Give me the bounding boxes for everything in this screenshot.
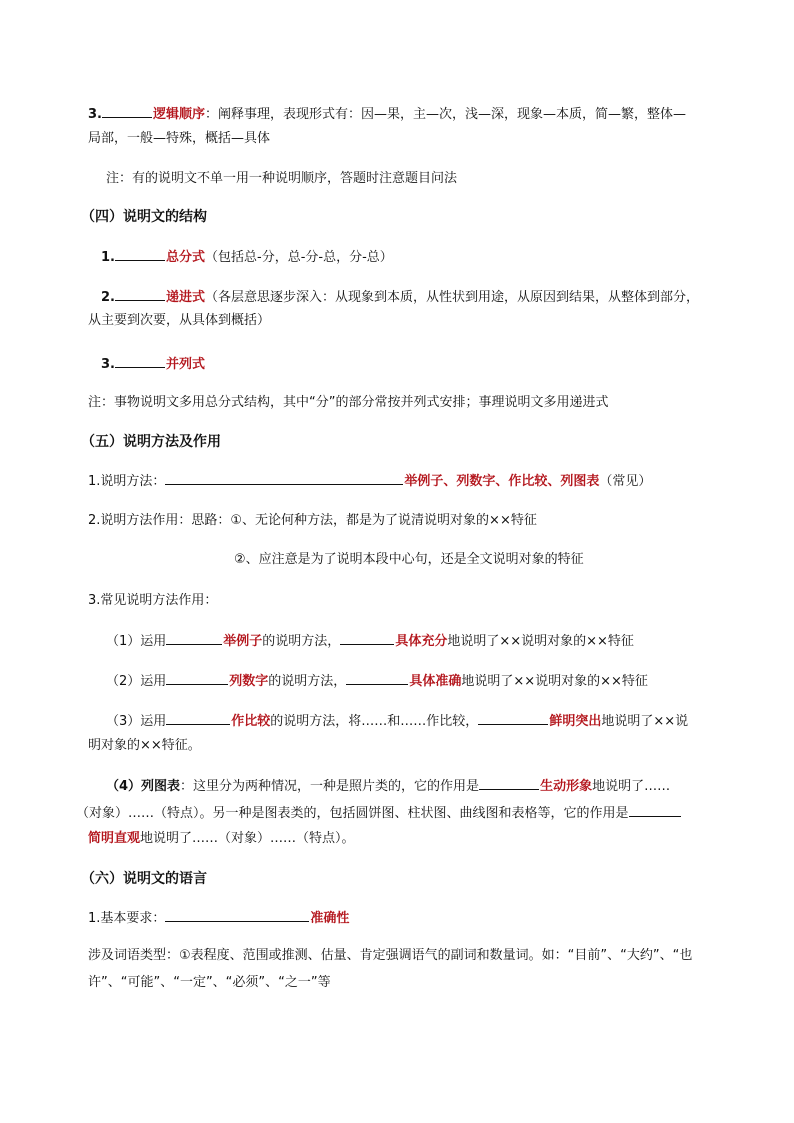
answer-blank: [115, 353, 165, 368]
word-types-line-2: 许”、“可能”、“一定”、“必须”、“之一”等: [88, 975, 331, 990]
usage-3: （3）运用 作比较的说明方法，将……和……作比较， 鲜明突出地说明了××说: [106, 710, 688, 732]
usage-4-line-2: （对象）……（特点）。另一种是图表类的，包括圆饼图、柱状图、曲线图和表格等，它的作用是: [76, 802, 682, 824]
note-order: 注：有的说明文不单一用一种说明顺序，答题时注意题目问法: [106, 171, 458, 186]
answer-blank: [166, 710, 230, 725]
answer-text: 逻辑顺序: [152, 107, 205, 122]
answer-blank: [478, 710, 548, 725]
method-function-line: 2.说明方法作用：思路：①、无论何种方法，都是为了说清说明对象的××特征: [88, 513, 537, 528]
answer-blank: [165, 907, 309, 922]
logic-order-cont: 局部，一般—特殊，概括—具体: [88, 131, 271, 146]
answer-blank: [166, 630, 222, 645]
section-heading-5: （五）说明方法及作用: [81, 434, 221, 450]
usage-1: （1）运用 举例子的说明方法， 具体充分地说明了××说明对象的××特征: [106, 630, 634, 652]
answer-blank: [102, 103, 152, 118]
word-types-line: 涉及词语类型：①表程度、范围或推测、估量、肯定强调语气的副词和数量词。如：“目前”、“大约”、“也: [88, 948, 693, 963]
answer-blank: [346, 670, 408, 685]
basic-requirement-line: 1.基本要求： 准确性: [88, 907, 349, 929]
usage-4: （4）列图表：这里分为两种情况，一种是照片类的，它的作用是 生动形象地说明了……: [106, 775, 670, 797]
usage-4-line-3: 简明直观地说明了……（对象）……（特点）。: [88, 831, 355, 846]
structure-item-2: 2. 递进式（各层意思逐步深入：从现象到本质，从性状到用途，从原因到结果，从整体到部分，: [101, 286, 699, 308]
answer-blank: [115, 246, 165, 261]
section-heading-4: （四）说明文的结构: [81, 209, 207, 225]
structure-item-3: 3. 并列式: [101, 353, 205, 375]
answer-blank: [340, 630, 394, 645]
structure-item-2-cont: 从主要到次要，从具体到概括）: [88, 313, 271, 328]
method-list-line: 1.说明方法： 举例子、列数字、作比较、列图表（常见）: [88, 470, 651, 492]
common-method-label: 3.常见说明方法作用：: [88, 593, 218, 608]
answer-blank: [166, 670, 228, 685]
logic-order-line: 3. 逻辑顺序：阐释事理，表现形式有：因—果，主—次，浅—深，现象—本质，简—繁，整体—: [88, 103, 686, 125]
usage-2: （2）运用 列数字的说明方法， 具体准确地说明了××说明对象的××特征: [106, 670, 648, 692]
answer-blank: [165, 470, 403, 485]
answer-blank: [115, 286, 165, 301]
structure-item-1: 1. 总分式（包括总-分，总-分-总，分-总）: [101, 246, 393, 268]
answer-blank: [629, 802, 681, 817]
section-heading-6: （六）说明文的语言: [81, 871, 207, 887]
method-function-line-2: ②、应注意是为了说明本段中心句，还是全文说明对象的特征: [234, 552, 584, 567]
note-structure: 注：事物说明文多用总分式结构，其中“分”的部分常按并列式安排；事理说明文多用递进式: [88, 395, 609, 410]
usage-3-cont: 明对象的××特征。: [88, 738, 201, 753]
answer-blank: [479, 775, 539, 790]
